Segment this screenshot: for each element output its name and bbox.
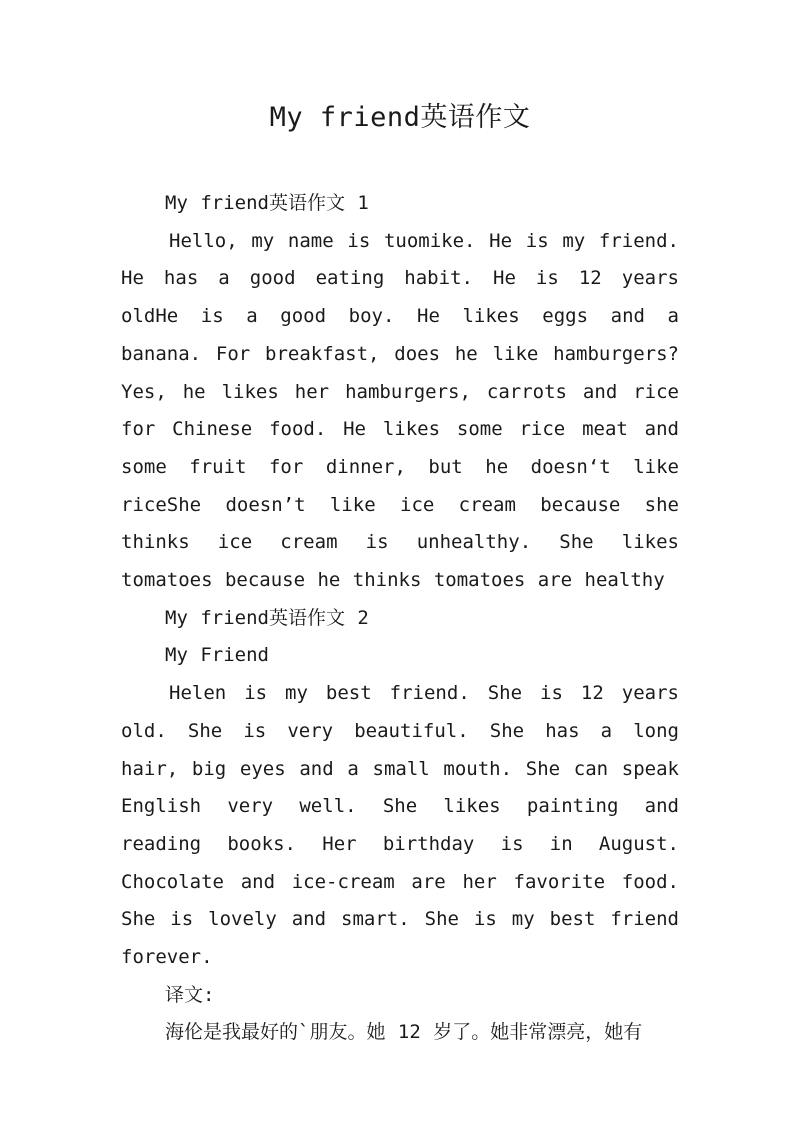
- document-title: My friend英语作文: [269, 102, 531, 133]
- translation-label: 译文:: [165, 983, 215, 1006]
- translation-text: 海伦是我最好的`朋友。她 12 岁了。她非常漂亮，她有: [165, 1021, 643, 1044]
- section-2-body: Helen is my best friend. She is 12 years old. She is very beautiful. She has a long hair, big eyes and a small mouth. She can speak English very well. She likes painting and reading books. Her birthday is in August. Chocolate and ice-cream are her favorite food. She is lovely and smart. She is my best friend forever.: [121, 682, 679, 969]
- section-2-heading: My friend英语作文 2: [165, 606, 369, 629]
- document-content: [121, 185, 679, 1052]
- section-1-body: Hello, my name is tuomike. He is my friend. He has a good eating habit. He is 12 years oldHe is a good boy. He likes eggs and a banana. For breakfast, does he like hamburgers? Yes, he likes her hamburgers, carrots and rice for Chinese food. He likes some rice meat and some fruit for dinner, but he doesn‘t like riceShe doesn’t like ice cream because she thinks ice cream is unhealthy. She likes tomatoes because he thinks tomatoes are healthy: [121, 229, 679, 592]
- section-2-subheading: My Friend: [165, 644, 269, 667]
- section-1-heading: My friend英语作文 1: [165, 192, 369, 214]
